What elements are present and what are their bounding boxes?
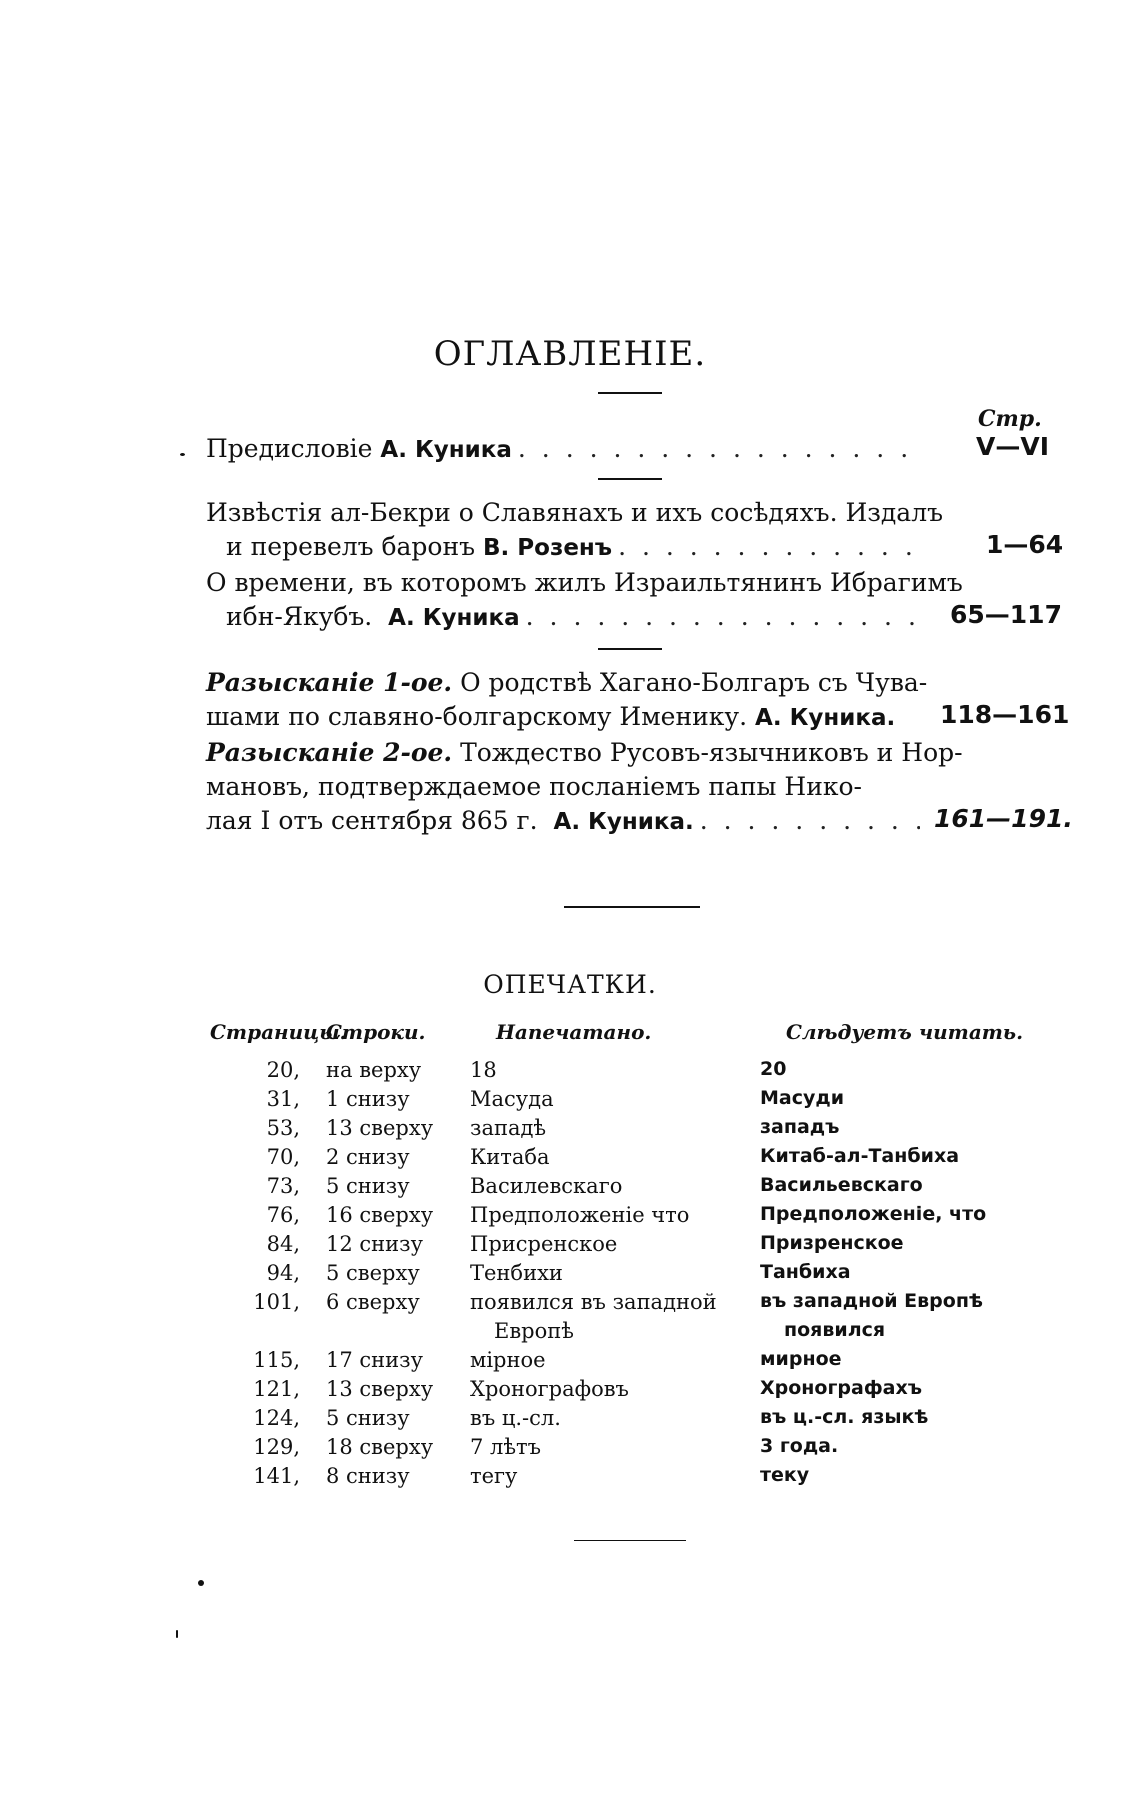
toc-entry-ibrahim [206,566,963,635]
errata-page: 121, [253,1377,300,1401]
errata-row [0,1232,1140,1261]
toc-entry-text: мановъ, подтверждаемое посланіемъ папы Нико- [206,772,862,801]
section-divider [564,906,700,908]
toc-entry-author: А. Куника [380,437,512,463]
errata-header-printed: Напечатано. [496,1020,652,1044]
errata-read: западъ [760,1116,840,1138]
toc-entry-author: А. Куника. [755,705,896,731]
errata-printed: западѣ [470,1116,547,1140]
errata-line: 6 сверху [326,1290,420,1314]
errata-row [0,1116,1140,1145]
errata-page: 70, [266,1145,300,1169]
toc-entry-label: Разысканіе 2-ое. [206,738,453,767]
errata-line: 18 сверху [326,1435,434,1459]
errata-page: 101, [253,1290,300,1314]
errata-row [0,1174,1140,1203]
errata-page: 141, [253,1464,300,1488]
errata-row [0,1348,1140,1377]
errata-printed: Василевскаго [470,1174,623,1198]
errata-read: 3 года. [760,1435,839,1457]
errata-page: 129, [253,1435,300,1459]
leader-dots [618,530,920,564]
errata-read: 20 [760,1058,787,1080]
errata-line: 13 сверху [326,1377,434,1401]
errata-row [0,1290,1140,1319]
errata-page: 20, [266,1058,300,1082]
toc-entry-author: В. Розенъ [483,535,613,561]
toc-entry-text: ибн-Якубъ. [226,602,373,631]
errata-printed: мірное [470,1348,546,1372]
errata-read: Масуди [760,1087,845,1109]
errata-page: 84, [266,1232,300,1256]
errata-page: 94, [266,1261,300,1285]
errata-line: на верху [326,1058,422,1082]
errata-line: 13 сверху [326,1116,434,1140]
errata-header-lines: Строки. [326,1020,426,1044]
toc-entry-pages: 118—161 [940,700,1070,729]
errata-row [0,1406,1140,1435]
scan-speck [180,453,185,456]
errata-read: теку [760,1464,810,1486]
section-rule [598,478,662,480]
errata-row [0,1435,1140,1464]
errata-read: въ западной Европѣ [760,1290,983,1312]
errata-header-read: Слѣдуетъ читать. [786,1020,1024,1044]
errata-printed: Масуда [470,1087,554,1111]
errata-read: Призренское [760,1232,904,1254]
errata-page: 31, [266,1087,300,1111]
errata-line: 17 снизу [326,1348,423,1372]
errata-read: Васильевскаго [760,1174,923,1196]
scan-speck [198,1580,204,1586]
toc-entry-pages: 1—64 [986,530,1064,559]
errata-read: Предположеніе, что [760,1203,987,1225]
errata-line: 1 снизу [326,1087,410,1111]
errata-row [0,1058,1140,1087]
errata-read: появился [784,1319,886,1341]
errata-row [0,1377,1140,1406]
toc-entry-investigation-2 [206,736,963,839]
errata-page: 53, [266,1116,300,1140]
errata-read: мирное [760,1348,842,1370]
toc-title: ОГЛАВЛЕНІЕ. [433,334,707,374]
errata-page: 76, [266,1203,300,1227]
toc-entry-author: А. Куника [388,605,520,631]
end-rule [574,1540,686,1541]
errata-printed: появился въ западной [470,1290,717,1314]
errata-row [0,1261,1140,1290]
errata-printed: Тенбихи [470,1261,563,1285]
toc-entry-text: Тождество Русовъ-язычниковъ и Нор- [460,738,963,767]
toc-entry-text: Предисловіе [206,434,373,463]
errata-row-continued [0,1319,1140,1348]
toc-entry-text: Извѣстія ал-Бекри о Славянахъ и ихъ сосѣдяхъ. Издалъ [206,498,943,527]
title-rule [598,392,662,394]
errata-row [0,1145,1140,1174]
errata-printed: 18 [470,1058,497,1082]
errata-line: 5 снизу [326,1406,410,1430]
errata-row [0,1203,1140,1232]
toc-entry-author: А. Куника. [553,809,694,835]
scan-speck [176,1630,178,1638]
errata-printed: Китаба [470,1145,550,1169]
errata-page: 124, [253,1406,300,1430]
section-rule [598,648,662,650]
errata-printed: Европѣ [494,1319,574,1343]
errata-read: Китаб-ал-Танбиха [760,1145,960,1167]
errata-printed: Предположеніе что [470,1203,690,1227]
errata-printed: Присренское [470,1232,618,1256]
errata-row [0,1464,1140,1493]
errata-read: Танбиха [760,1261,851,1283]
toc-entry-pages: 65—117 [950,600,1062,629]
toc-entry-text: и перевелъ баронъ [226,532,476,561]
leader-dots [700,804,920,838]
errata-read: въ ц.-сл. языкѣ [760,1406,929,1428]
errata-line: 12 снизу [326,1232,423,1256]
toc-entry-investigation-1 [206,666,926,735]
errata-printed: 7 лѣтъ [470,1435,542,1459]
toc-entry-text: О родствѣ Хагано-Болгаръ съ Чува- [460,668,928,697]
leader-dots [518,432,920,466]
errata-read: Хронографахъ [760,1377,923,1399]
errata-line: 8 снизу [326,1464,410,1488]
errata-title: ОПЕЧАТКИ. [483,970,657,999]
toc-entry-text: лая I отъ сентября 865 г. [206,806,538,835]
toc-entry-pages: 161—191. [934,804,1073,833]
toc-entry-text: О времени, въ которомъ жилъ Израильтянинъ Ибрагимъ [206,568,963,597]
toc-entry-label: Разысканіе 1-ое. [206,668,453,697]
errata-line: 2 снизу [326,1145,410,1169]
toc-entry-text: шами по славяно-болгарскому Именику. [206,702,748,731]
pages-column-header: Стр. [978,406,1042,432]
toc-entry-pages: V—VI [976,432,1049,461]
errata-printed: тегу [470,1464,518,1488]
errata-printed: Хронографовъ [470,1377,629,1401]
leader-dots [526,600,920,634]
errata-line: 5 сверху [326,1261,420,1285]
toc-entry-preface [206,432,926,467]
errata-header-pages: Страницы. [210,1020,347,1044]
errata-line: 16 сверху [326,1203,434,1227]
errata-row [0,1087,1140,1116]
errata-line: 5 снизу [326,1174,410,1198]
errata-printed: въ ц.-сл. [470,1406,561,1430]
errata-page: 115, [253,1348,300,1372]
toc-entry-al-bekri [206,496,943,565]
errata-page: 73, [266,1174,300,1198]
